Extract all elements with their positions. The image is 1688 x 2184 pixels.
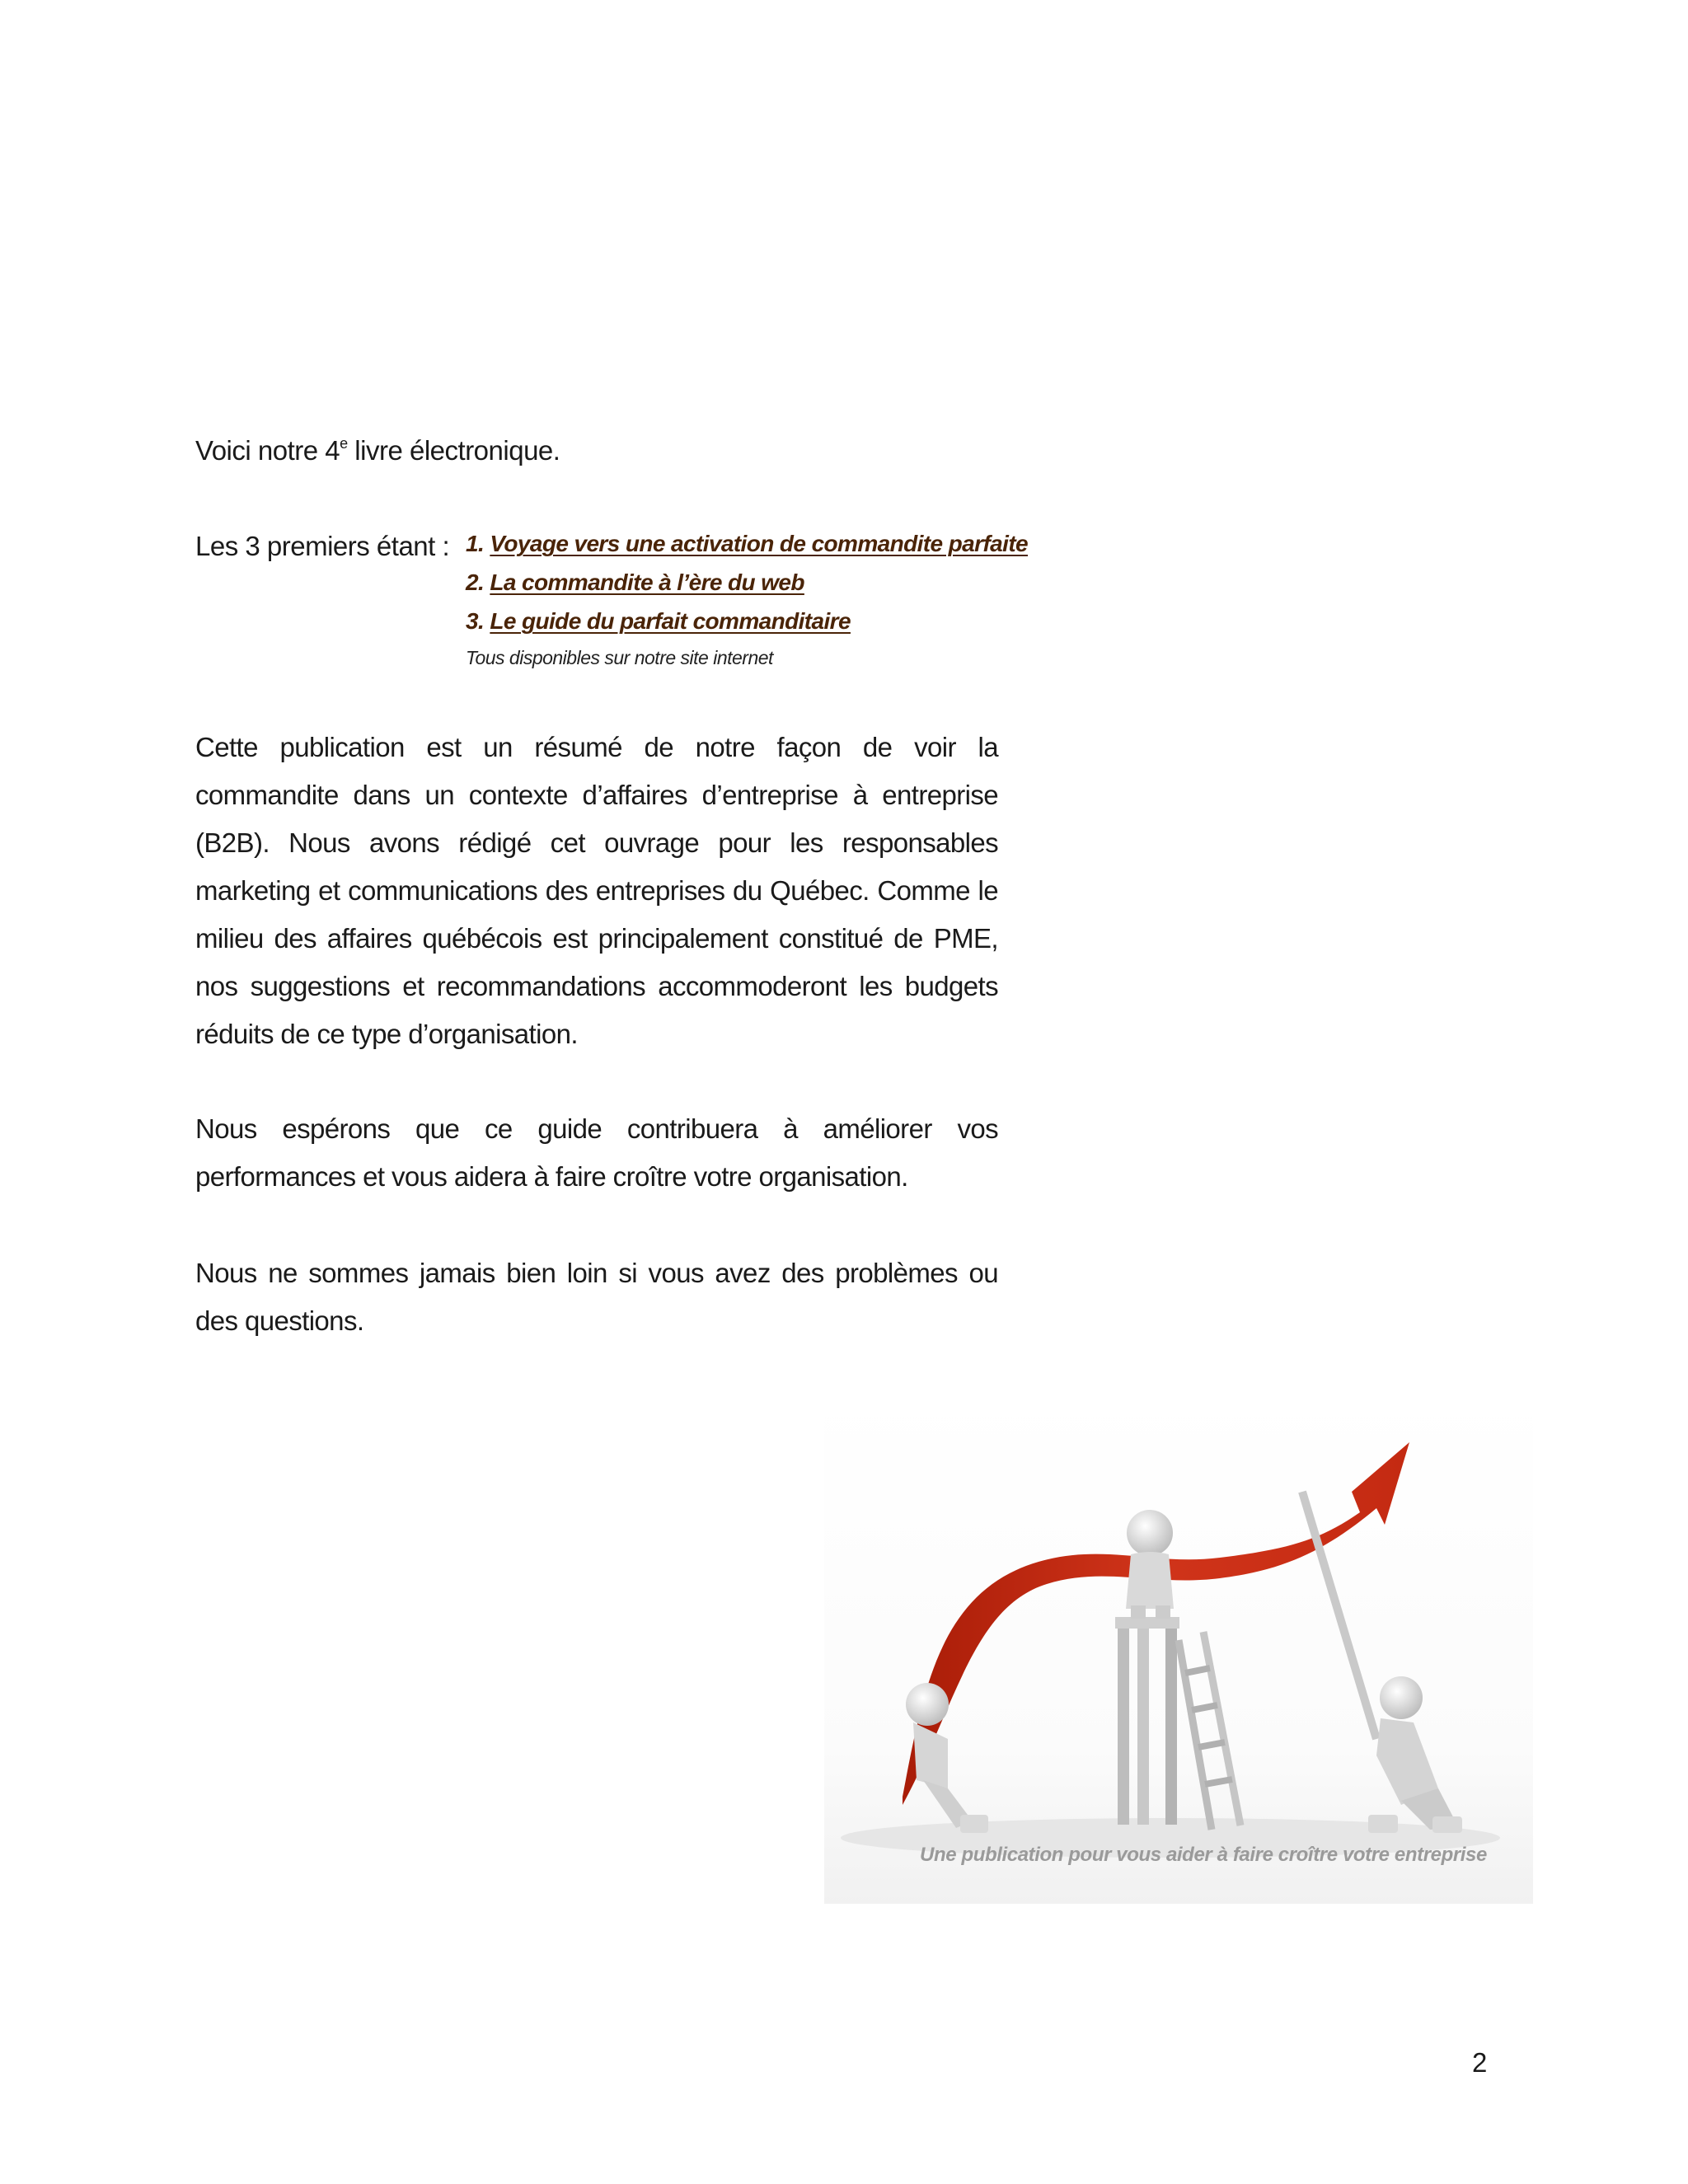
growth-illustration (824, 1393, 1533, 1904)
book-link-3[interactable]: 3. Le guide du parfait commanditaire (466, 608, 851, 634)
previous-books-list (466, 527, 1028, 669)
paragraph-hope: Nous espérons que ce guide contribuera à améliorer vos performances et vous aidera à faire croître votre organisation. (195, 1113, 998, 1192)
book-link-2[interactable]: 2. La commandite à l’ère du web (466, 569, 804, 595)
availability-note: Tous disponibles sur notre site internet (466, 647, 773, 668)
paragraph-summary: Cette publication est un résumé de notre façon de voir la commandite dans un contexte d’affaires d’entreprise à entreprise (B2B). Nous avons rédigé cet ouvrage pour les responsables marketing et communications des entreprises du Québec. Comme le milieu des affaires québécois est principalement constitué de PME, nos suggestions et recommandations accommoderont les budgets réduits de ce type d’organisation. (195, 732, 998, 1049)
growth-arrow-image (824, 1393, 1533, 1904)
book-link-1[interactable]: 1. Voyage vers une activation de commandite parfaite (466, 531, 1029, 556)
ordinal-superscript: e (340, 435, 348, 452)
figure-caption: Une publication pour vous aider à faire croître votre entreprise (920, 1844, 1487, 1866)
page-number: 2 (1472, 2047, 1488, 2078)
previous-books-label: Les 3 premiers étant : (195, 531, 450, 561)
paragraph-contact: Nous ne sommes jamais bien loin si vous avez des problèmes ou des questions. (195, 1258, 998, 1336)
intro-line: Voici notre 4e livre électronique. (195, 435, 560, 466)
